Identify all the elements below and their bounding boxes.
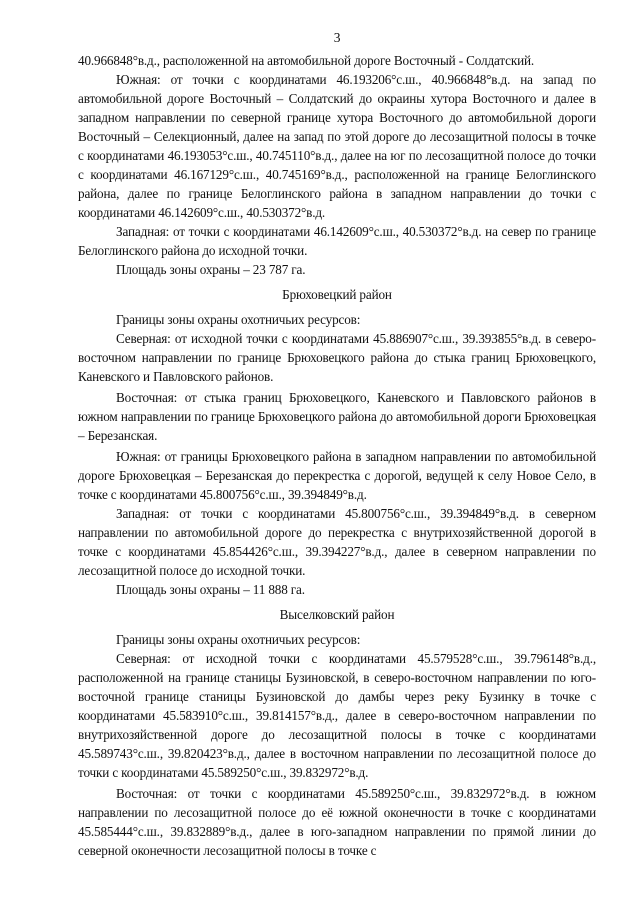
paragraph-south-boundary-2: Южная: от границы Брюховецкого района в западном направлении по автомобильной дороге Брюховецкая – Березанская до перекрестка с дорогой, ведущей к селу Новое Село, в точке с координатами 45.800756°с.ш., 39.394849°в.д. bbox=[78, 449, 596, 502]
district-heading-vyselkovsky: Выселковский район bbox=[279, 607, 395, 622]
paragraph-east-boundary-2: Восточная: от стыка границ Брюховецкого, Каневского и Павловского районов в южном направлении по границе Брюховецкого района до автомобильной дороги Брюховецкая – Березанская. bbox=[78, 390, 596, 443]
paragraph-boundaries-intro-2: Границы зоны охраны охотничьих ресурсов: bbox=[116, 312, 361, 327]
paragraph-south-boundary-1: Южная: от точки с координатами 46.193206°с.ш., 40.966848°в.д. на запад по автомобильной дороге Восточный – Солдатский до окраины хутора Восточного и далее в западном направлении по северной границе хутора Восточного до автомобильной дороги Восточный – Селекционный, далее на запад по этой дороге до лесозащитной полосы в точке с координатами 46.193053°с.ш., 40.745110°в.д., далее на юг по лесозащитной полосе до точки с координатами 46.167129°с.ш., 40.745169°в.д., расположенной на границе Белоглинского района, далее по границе Белоглинского района в западном направлении до точки с координатами 46.142609°с.ш., 40.530372°в.д. bbox=[78, 72, 596, 220]
paragraph-west-boundary-1: Западная: от точки с координатами 46.142609°с.ш., 40.530372°в.д. на север по границе Белоглинского района до исходной точки. bbox=[78, 224, 596, 258]
paragraph-continuation: 40.966848°в.д., расположенной на автомобильной дороге Восточный - Солдатский. bbox=[78, 53, 535, 68]
paragraph-east-boundary-3: Восточная: от точки с координатами 45.589250°с.ш., 39.832972°в.д. в южном направлении по лесозащитной полосе до её южной оконечности в точке с координатами 45.585444°с.ш., 39.832889°в.д., далее в юго-западном направлении по прямой линии до северной оконечности лесозащитной полосы в точке с bbox=[78, 786, 596, 858]
paragraph-area-2: Площадь зоны охраны – 11 888 га. bbox=[116, 582, 305, 597]
paragraph-north-boundary-3: Северная: от исходной точки с координатами 45.579528°с.ш., 39.796148°в.д., расположенной на границе станицы Бузиновской, в северо-восточном направлении по юго-восточной границе станицы Бузиновской до дамбы через реку Бузинку в точке с координатами 45.583910°с.ш., 39.814157°в.д., далее в северо-восточном направлении по внутрихозяйственной дороге до лесозащитной полосы в точке с координатами 45.589743°с.ш., 39.820423°в.д., далее в восточном направлении по лесозащитной полосе до точки с координатами 45.589250°с.ш., 39.832972°в.д. bbox=[78, 651, 596, 780]
page-number: 3 bbox=[333, 30, 341, 45]
paragraph-west-boundary-2: Западная: от точки с координатами 45.800756°с.ш., 39.394849°в.д. в северном направлении по автомобильной дороге до перекрестка с внутрихозяйственной дорогой в точке с координатами 45.854426°с.ш., 39.394227°в.д., далее в северном направлении по лесозащитной полосе до исходной точки. bbox=[78, 506, 596, 578]
paragraph-area-1: Площадь зоны охраны – 23 787 га. bbox=[116, 262, 306, 277]
paragraph-boundaries-intro-3: Границы зоны охраны охотничьих ресурсов: bbox=[116, 632, 361, 647]
district-heading-bryukhovetsky: Брюховецкий район bbox=[282, 287, 392, 302]
paragraph-north-boundary-2: Северная: от исходной точки с координатами 45.886907°с.ш., 39.393855°в.д. в северо-восточном направлении по границе Брюховецкого района до стыка границ Брюховецкого, Каневского и Павловского районов. bbox=[78, 331, 596, 384]
document-page bbox=[78, 28, 596, 860]
